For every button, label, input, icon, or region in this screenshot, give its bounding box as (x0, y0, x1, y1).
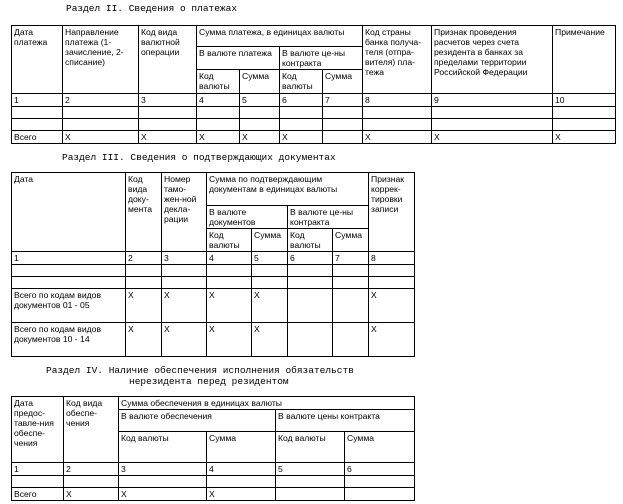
col-currency-code: Код валюты (280, 70, 323, 94)
x-mark: X (553, 131, 616, 144)
col-document-code: Код вида доку-мента (126, 173, 162, 252)
col-security-kind: Код вида обеспе-чения (64, 397, 119, 463)
x-mark: X (207, 323, 252, 357)
col-bank-country: Код страны банка получа-теля (отпра-вителя) пла-тежа (363, 26, 432, 94)
x-mark: X (369, 323, 415, 357)
col-currency-code: Код валюты (197, 70, 240, 94)
col-number: 7 (333, 252, 369, 265)
empty-row (12, 277, 415, 289)
col-number: 8 (369, 252, 415, 265)
total-row-01-05 (12, 289, 415, 323)
total-row (12, 488, 415, 501)
col-contract-currency: В валюте цены контракта (276, 410, 415, 432)
total-row-10-14 (12, 323, 415, 357)
empty-cell (288, 289, 333, 323)
total-label: Всего по кодам видов документов 01 - 05 (12, 289, 126, 323)
section4-title: Раздел IV. Наличие обеспечения исполнения обязательств (46, 365, 354, 376)
empty-row (12, 107, 616, 119)
col-number: 4 (207, 252, 252, 265)
col-amount: Сумма (323, 70, 363, 94)
col-document-currency: В валюте документов (207, 206, 288, 229)
col-security-sum: Сумма обеспечения в единицах валюты (119, 397, 415, 410)
x-mark: X (240, 131, 280, 144)
x-mark: X (197, 131, 240, 144)
total-row (12, 131, 616, 144)
col-note: Примечание (553, 26, 616, 94)
empty-cell (276, 488, 345, 501)
x-mark: X (64, 488, 119, 501)
x-mark: X (252, 323, 288, 357)
col-number: 4 (197, 94, 240, 107)
total-label: Всего (12, 488, 64, 501)
col-number: 3 (162, 252, 207, 265)
col-number: 4 (207, 463, 276, 476)
col-number: 2 (63, 94, 139, 107)
empty-cell (333, 323, 369, 357)
col-currency-code: Код валюты (119, 432, 207, 463)
empty-cell (345, 488, 415, 501)
col-number: 10 (553, 94, 616, 107)
col-currency-code: Код валюты (207, 229, 252, 252)
empty-row (12, 119, 616, 131)
col-number: 3 (139, 94, 197, 107)
col-currency-code: Код валюты (288, 229, 333, 252)
empty-row (12, 476, 415, 488)
x-mark: X (432, 131, 553, 144)
col-payment-sum: Сумма платежа, в единицах валюты (197, 26, 363, 47)
col-provision-date: Дата предос-тавле-ния обеспе-чения (12, 397, 64, 463)
col-amount: Сумма (333, 229, 369, 252)
x-mark: X (207, 289, 252, 323)
x-mark: X (119, 488, 207, 501)
x-mark: X (369, 289, 415, 323)
col-number: 1 (12, 252, 126, 265)
section3-title: Раздел III. Сведения о подтверждающих документах (62, 152, 336, 163)
x-mark: X (363, 131, 432, 144)
col-operation-code: Код вида валютной операции (139, 26, 197, 94)
column-numbers-row (12, 463, 415, 476)
section4-title-line2: нерезидента перед резидентом (129, 376, 289, 387)
col-amount: Сумма (207, 432, 276, 463)
payments-table (11, 25, 616, 144)
col-number: 6 (345, 463, 415, 476)
col-amount: Сумма (345, 432, 415, 463)
column-numbers-row (12, 94, 616, 107)
empty-cell (333, 289, 369, 323)
col-number: 2 (126, 252, 162, 265)
col-amount: Сумма (252, 229, 288, 252)
x-mark: X (126, 323, 162, 357)
col-document-sum: Сумма по подтверждающим документам в единицах валюты (207, 173, 369, 206)
col-number: 8 (363, 94, 432, 107)
empty-cell (288, 323, 333, 357)
col-date: Дата платежа (12, 26, 63, 94)
x-mark: X (162, 289, 207, 323)
col-security-currency: В валюте обеспечения (119, 410, 276, 432)
col-number: 1 (12, 463, 64, 476)
x-mark: X (207, 488, 276, 501)
section2-title: Раздел II. Сведения о платежах (66, 3, 238, 14)
col-number: 6 (288, 252, 333, 265)
col-number: 6 (280, 94, 323, 107)
col-number: 5 (240, 94, 280, 107)
col-number: 5 (252, 252, 288, 265)
x-mark: X (139, 131, 197, 144)
col-payment-currency: В валюте платежа (197, 47, 280, 70)
col-resident-sign: Признак проведения расчетов через счета резидента в банках за пределами территории Российской Федерации (432, 26, 553, 94)
col-number: 7 (323, 94, 363, 107)
x-mark: X (162, 323, 207, 357)
security-table (11, 396, 415, 501)
x-mark: X (280, 131, 323, 144)
x-mark: X (252, 289, 288, 323)
col-currency-code: Код валюты (276, 432, 345, 463)
col-date: Дата (12, 173, 126, 252)
col-contract-currency: В валюте це-ны контракта (280, 47, 363, 70)
col-number: 3 (119, 463, 207, 476)
empty-row (12, 265, 415, 277)
x-mark: X (63, 131, 139, 144)
documents-table (11, 172, 415, 357)
total-label: Всего (12, 131, 63, 144)
empty-cell (323, 131, 363, 144)
column-numbers-row (12, 252, 415, 265)
total-label: Всего по кодам видов документов 10 - 14 (12, 323, 126, 357)
col-number: 2 (64, 463, 119, 476)
col-number: 1 (12, 94, 63, 107)
col-contract-currency: В валюте це-ны контракта (288, 206, 369, 229)
col-number: 9 (432, 94, 553, 107)
col-declaration-number: Номер тамо-жен-ной декла-рации (162, 173, 207, 252)
col-correction-sign: Признак коррек-тировки записи (369, 173, 415, 252)
col-amount: Сумма (240, 70, 280, 94)
col-direction: Направление платежа (1-зачисление, 2-списание) (63, 26, 139, 94)
x-mark: X (126, 289, 162, 323)
col-number: 5 (276, 463, 345, 476)
